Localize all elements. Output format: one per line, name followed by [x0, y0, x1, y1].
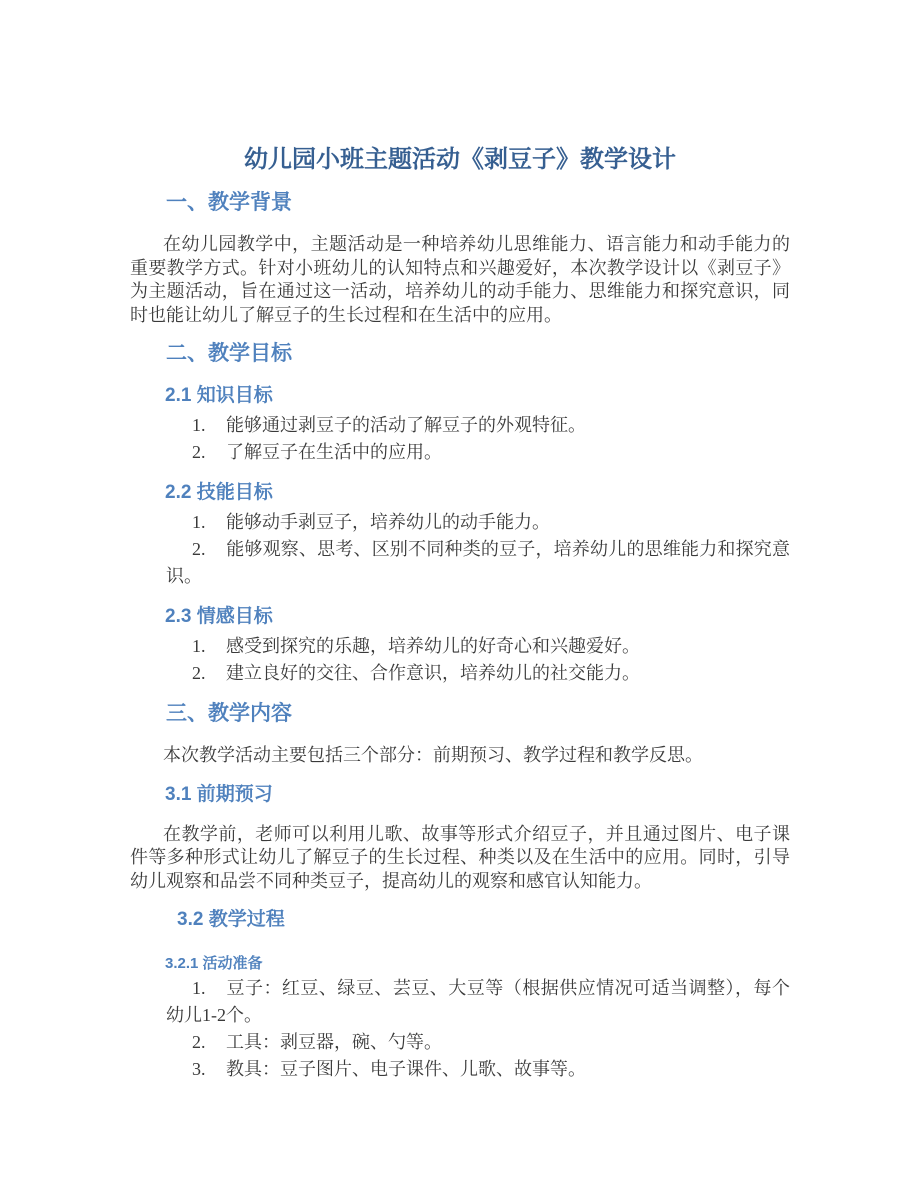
knowledge-objectives-list: [130, 412, 790, 466]
list-item: [130, 412, 790, 439]
list-item-text: 能够观察、思考、区别不同种类的豆子，培养幼儿的思维能力和探究意识。: [166, 539, 790, 586]
list-item-text: 了解豆子在生活中的应用。: [226, 442, 442, 462]
heading-knowledge-objectives: 2.1 知识目标: [165, 385, 273, 406]
paragraph-early-preview: 在教学前，老师可以利用儿歌、故事等形式介绍豆子，并且通过图片、电子课件等多种形式让幼儿了解豆子的生长过程、种类以及在生活中的应用。同时，引导幼儿观察和品尝不同种类豆子，提高幼儿的观察和感官认知能力。: [130, 823, 790, 891]
list-item-text: 工具：剥豆器，碗、勺等。: [226, 1032, 442, 1052]
list-item-number: 2.: [192, 442, 206, 462]
list-item-text: 感受到探究的乐趣，培养幼儿的好奇心和兴趣爱好。: [226, 636, 640, 656]
list-item-text: 建立良好的交往、合作意识，培养幼儿的社交能力。: [226, 663, 640, 683]
list-item-number: 2.: [192, 663, 206, 683]
heading-emotional-objectives: 2.3 情感目标: [165, 606, 273, 627]
heading-teaching-process: 3.2 教学过程: [177, 909, 285, 930]
list-item-number: 2.: [192, 539, 206, 559]
list-item: [130, 509, 790, 536]
skill-objectives-list: [130, 509, 790, 590]
list-item: [130, 439, 790, 466]
document-title: 幼儿园小班主题活动《剥豆子》教学设计: [244, 146, 676, 173]
heading-activity-preparation: 3.2.1 活动准备: [165, 955, 263, 972]
list-item-number: 1.: [192, 636, 206, 656]
heading-teaching-background: 一、教学背景: [166, 191, 292, 214]
list-item: [130, 660, 790, 687]
list-item: [130, 975, 790, 1029]
list-item-number: 1.: [192, 512, 206, 532]
list-item-number: 3.: [192, 1059, 206, 1079]
list-item-number: 1.: [192, 978, 206, 998]
heading-teaching-content: 三、教学内容: [166, 702, 292, 725]
list-item-number: 2.: [192, 1032, 206, 1052]
activity-preparation-list: [130, 975, 790, 1083]
heading-skill-objectives: 2.2 技能目标: [165, 482, 273, 503]
list-item-text: 豆子：红豆、绿豆、芸豆、大豆等（根据供应情况可适当调整），每个幼儿1-2个。: [166, 978, 790, 1025]
list-item-text: 教具：豆子图片、电子课件、儿歌、故事等。: [226, 1059, 586, 1079]
heading-teaching-objectives: 二、教学目标: [166, 342, 292, 365]
list-item: [130, 1029, 790, 1056]
list-item-text: 能够动手剥豆子，培养幼儿的动手能力。: [226, 512, 550, 532]
paragraph-teaching-background: 在幼儿园教学中，主题活动是一种培养幼儿思维能力、语言能力和动手能力的重要教学方式。针对小班幼儿的认知特点和兴趣爱好，本次教学设计以《剥豆子》为主题活动，旨在通过这一活动，培养幼儿的动手能力、思维能力和探究意识，同时也能让幼儿了解豆子的生长过程和在生活中的应用。: [130, 234, 790, 325]
list-item: [130, 633, 790, 660]
list-item-text: 能够通过剥豆子的活动了解豆子的外观特征。: [226, 415, 586, 435]
paragraph-content-intro: 本次教学活动主要包括三个部分：前期预习、教学过程和教学反思。: [163, 745, 703, 765]
list-item: [130, 1056, 790, 1083]
document-content: [130, 144, 790, 1083]
list-item: [130, 536, 790, 590]
emotional-objectives-list: [130, 633, 790, 687]
heading-early-preview: 3.1 前期预习: [165, 783, 273, 805]
list-item-number: 1.: [192, 415, 206, 435]
